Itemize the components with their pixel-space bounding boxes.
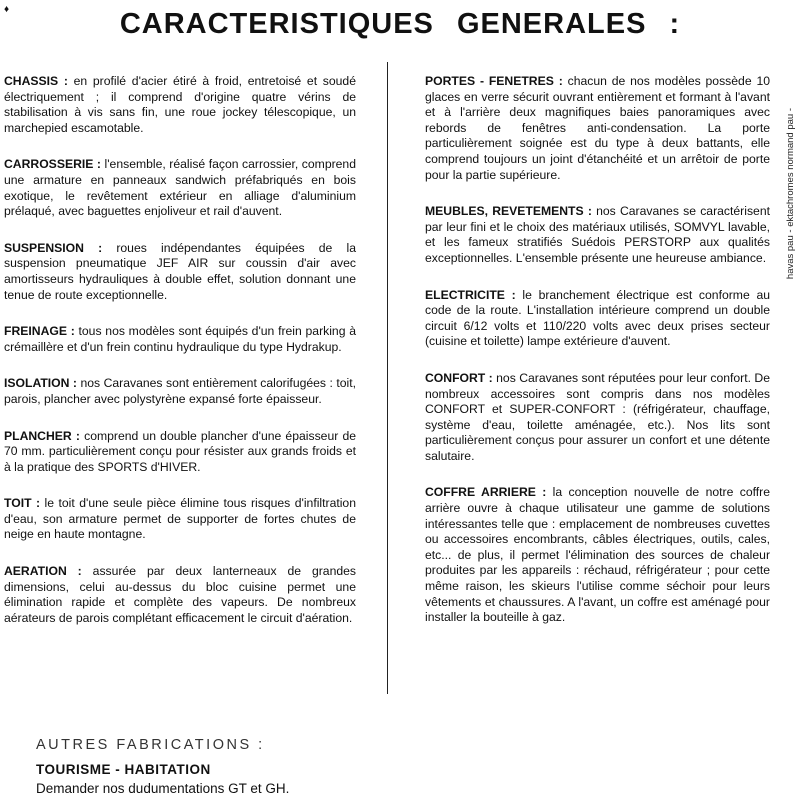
section-body: nos Caravanes se caractérisent par leur fini et le choix des matériaux utilisés, SOMVYL lavable, et les fameux stratifiés Suédois PERSTORP aux qualités exceptionnelles. L'ensemble présente une heureuse ambiance. (425, 204, 770, 265)
right-column (425, 74, 770, 647)
section-heading: FREINAGE : (4, 324, 75, 339)
vertical-credit: havas pau - ektachromes normand pau - (785, 108, 796, 280)
section-chassis (4, 74, 356, 136)
section-plancher (4, 429, 356, 476)
section-electricite (425, 288, 770, 350)
section-heading: PORTES - FENETRES : (425, 74, 563, 88)
section-body: comprend un double plancher d'une épaisseur de 70 mm. particulièrement conçu pour résister aux grands froids et à la pratique des SPORTS d'HIVER. (4, 428, 356, 474)
section-toit (4, 496, 356, 543)
section-heading: CHASSIS : (4, 74, 68, 88)
section-heading: CONFORT : (425, 370, 493, 385)
tourisme-habitation: TOURISME - HABITATION (36, 762, 211, 777)
section-meubles-revetements (425, 204, 770, 266)
documentation-request: Demander nos dudumentations GT et GH. (36, 781, 290, 796)
section-heading: TOIT : (4, 496, 41, 511)
section-confort (425, 371, 770, 465)
column-divider (387, 62, 388, 694)
section-body: nos Caravanes sont réputées pour leur confort. De nombreux accessoires sont compris dans nos modèles CONFORT et SUPER-CONFORT : (réfrigérateur, chauffage, système d'eau, toilette aménagée, etc.). Nos lits sont particulièrement conçus pour assurer un confort et une détente salutaire. (425, 370, 770, 463)
section-body: en profilé d'acier étiré à froid, entretoisé et soudé électriquement ; il comprend d'origine quatre vérins de stabilisation à vis sans fin, une roue jockey télescopique, un marchepied escamotable. (4, 74, 356, 135)
section-heading: ISOLATION : (4, 376, 77, 391)
section-body: le toit d'une seule pièce élimine tous risques d'infiltration d'eau, son armature permet de supporter de fortes chutes de neige en haute montagne. (4, 496, 356, 542)
section-heading: SUSPENSION : (4, 240, 103, 255)
section-body: l'ensemble, réalisé façon carrossier, comprend une armature en panneaux sandwich préfabriqués en bois exotique, le revêtement extérieur en alliage d'aluminium prélaqué, avec baguettes enjoliveur et rail d'auvent. (4, 157, 356, 219)
section-body: nos Caravanes sont entièrement calorifugées : toit, parois, plancher avec polystyrène expansé forte épaisseur. (4, 376, 356, 406)
section-portes-fenetres (425, 74, 770, 183)
page-title: CARACTERISTIQUES GENERALES : (119, 8, 681, 40)
left-column (4, 74, 356, 647)
other-products-heading: AUTRES FABRICATIONS : (36, 737, 265, 753)
section-heading: CARROSSERIE : (4, 157, 101, 172)
section-carrosserie (4, 157, 356, 219)
section-coffre-arriere (425, 485, 770, 625)
section-freinage (4, 324, 356, 355)
section-heading: AERATION : (4, 564, 82, 579)
section-heading: ELECTRICITE : (425, 287, 516, 302)
section-body: chacun de nos modèles possède 10 glaces en verre sécurit ouvrant entièrement et formant à l'avant et à l'arrière deux magnifiques baies panoramiques avec rebords de fenêtres anti-condensation. La porte particulièrement soignée est du type à deux battants, elle comprend toujours un joint d'étanchéité et un arrêtoir de porte pour la partie supérieure. (425, 74, 770, 182)
section-isolation (4, 376, 356, 407)
section-heading: COFFRE ARRIERE : (425, 485, 547, 500)
section-body: tous nos modèles sont équipés d'un frein parking à crémaillère et d'un frein continu hydraulique du type Hydrakup. (4, 324, 357, 354)
section-body: le branchement électrique est conforme au code de la route. L'installation intérieure comprend un double circuit 6/12 volts et 110/220 volts avec deux prises secteur (cuisine et toilette) lampe extérieure d'auvent. (425, 287, 771, 349)
section-body: la conception nouvelle de notre coffre arrière ouvre à chaque utilisateur une gamme de solutions intéressantes telle que : emplacement de nombreuses cuvettes ou accessoires encombrants, câbles électriques, outils, cales, etc... de plus, il permet l'élimination des sources de chaleur produites par les appareils : réchaud, réfrigérateur ; pour cette même raison, les skieurs l'utilise comme séchoir pour leurs vêtements et chaussures. A l'avant, un coffre est aménagé pour installer la bouteille à gaz. (425, 485, 770, 625)
section-aeration (4, 564, 356, 626)
section-suspension (4, 241, 356, 303)
section-body: assurée par deux lanterneaux de grandes dimensions, celui au-dessus du bloc cuisine permet une élimination rapide et complète des vapeurs. De nombreux aérateurs de parois complétant efficacement le circuit d'aération. (4, 564, 356, 625)
section-heading: MEUBLES, REVETEMENTS : (425, 204, 592, 219)
section-body: roues indépendantes équipées de la suspension pneumatique JEF AIR sur coussin d'air avec amortisseurs hydrauliques à double effet, solution donnant une tenue de route exceptionnelle. (4, 240, 356, 302)
section-heading: PLANCHER : (4, 428, 80, 443)
corner-marker: ♦ (4, 4, 10, 15)
